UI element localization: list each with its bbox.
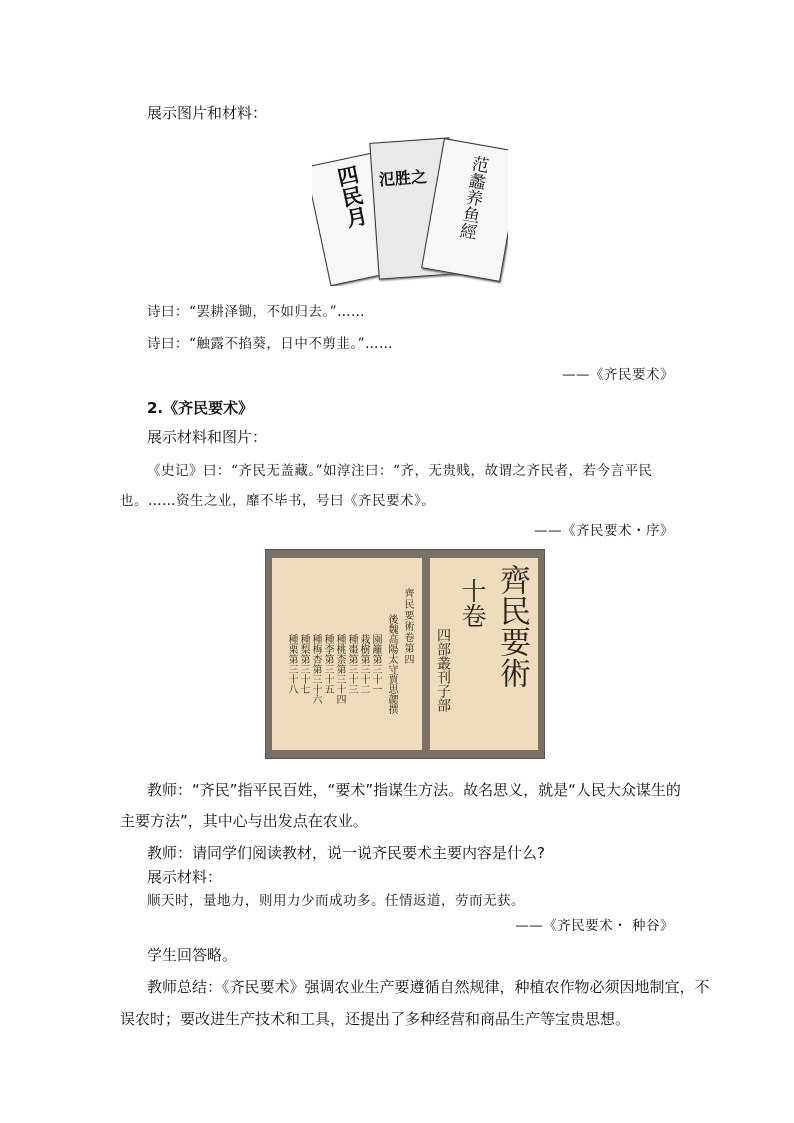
poem-line-2: 诗曰：“触露不掐葵，日中不剪韭。”……	[147, 336, 394, 352]
photo-right-page	[430, 558, 538, 750]
intro-label: 展示图片和材料：	[147, 104, 268, 122]
intro-label-2: 展示材料和图片：	[147, 428, 268, 446]
summary-line-2: 误农时；要改进生产技术和工具，还提出了多种经营和商品生产等宝贵思想。	[120, 1010, 631, 1028]
material-label: 展示材料：	[147, 868, 223, 886]
photo-left-page	[272, 558, 422, 750]
left-page-header: 齊民要術卷第四	[402, 588, 413, 665]
shiji-quote-line-1: 《史记》曰：“齐民无盖藏。”如淳注曰：“齐，无贵贱，故谓之齐民者，若今言平民	[147, 463, 653, 479]
section-heading: 2.《齐民要术》	[147, 399, 254, 417]
material-quote: 顺天时，量地力，则用力少而成功多。任情返道，劳而无获。	[147, 893, 525, 909]
left-page-author: 後魏高陽太守賈思勰撰	[386, 614, 397, 714]
student-answer: 学生回答略。	[147, 946, 238, 964]
teacher-question: 教师：请同学们阅读教材，说一说齐民要术主要内容是什么?	[147, 844, 545, 862]
teacher-line-1b: 主要方法”，其中心与出发点在农业。	[120, 812, 368, 830]
summary-line-1: 教师总结：《齐民要术》强调农业生产要遵循自然规律，种植农作物必须因地制宜，不	[147, 978, 710, 996]
shiji-quote-line-2: 也。……资生之业，靡不毕书，号曰《齐民要术》。	[120, 493, 436, 509]
book-title-simin: 四民月	[333, 162, 371, 230]
teacher-line-1a: 教师：“齐民”指平民百姓，“要术”指谋生方法。故名思义，就是“人民大众谋生的	[147, 781, 681, 799]
left-page-col-2: 栽樹第三十二	[358, 634, 369, 694]
book-title-fansheng: 氾胜之	[378, 167, 428, 190]
right-page-big-title: 齊民要術	[494, 564, 530, 688]
left-page-col-6: 種梅杏第三十六	[310, 634, 321, 704]
left-page-col-7: 種梨第三十七	[298, 634, 309, 694]
qimin-yaoshu-photo	[265, 549, 545, 759]
left-page-col-4: 種桃柰第三十四	[334, 634, 345, 704]
left-page-col-3: 種棗第三十三	[346, 634, 357, 694]
left-page-col-5: 種李第三十五	[322, 634, 333, 694]
left-page-col-1: 園籬第三十一	[370, 634, 381, 694]
source-citation-1: ——《齐民要术》	[562, 367, 674, 383]
poem-line-1: 诗曰：“罢耕泽锄，不如归去。”……	[147, 304, 366, 320]
left-page-col-8: 種栗第三十八	[286, 634, 297, 694]
source-citation-2: ——《齐民要术・序》	[534, 523, 674, 539]
book-title-fanli: 范蠡养鱼經	[454, 153, 490, 241]
right-page-volumes: 十卷	[458, 578, 487, 628]
source-citation-3: ——《齐民要术・ 种谷》	[515, 918, 674, 934]
right-page-series: 四部叢刊子部	[435, 628, 451, 712]
book-covers-figure	[312, 132, 508, 286]
